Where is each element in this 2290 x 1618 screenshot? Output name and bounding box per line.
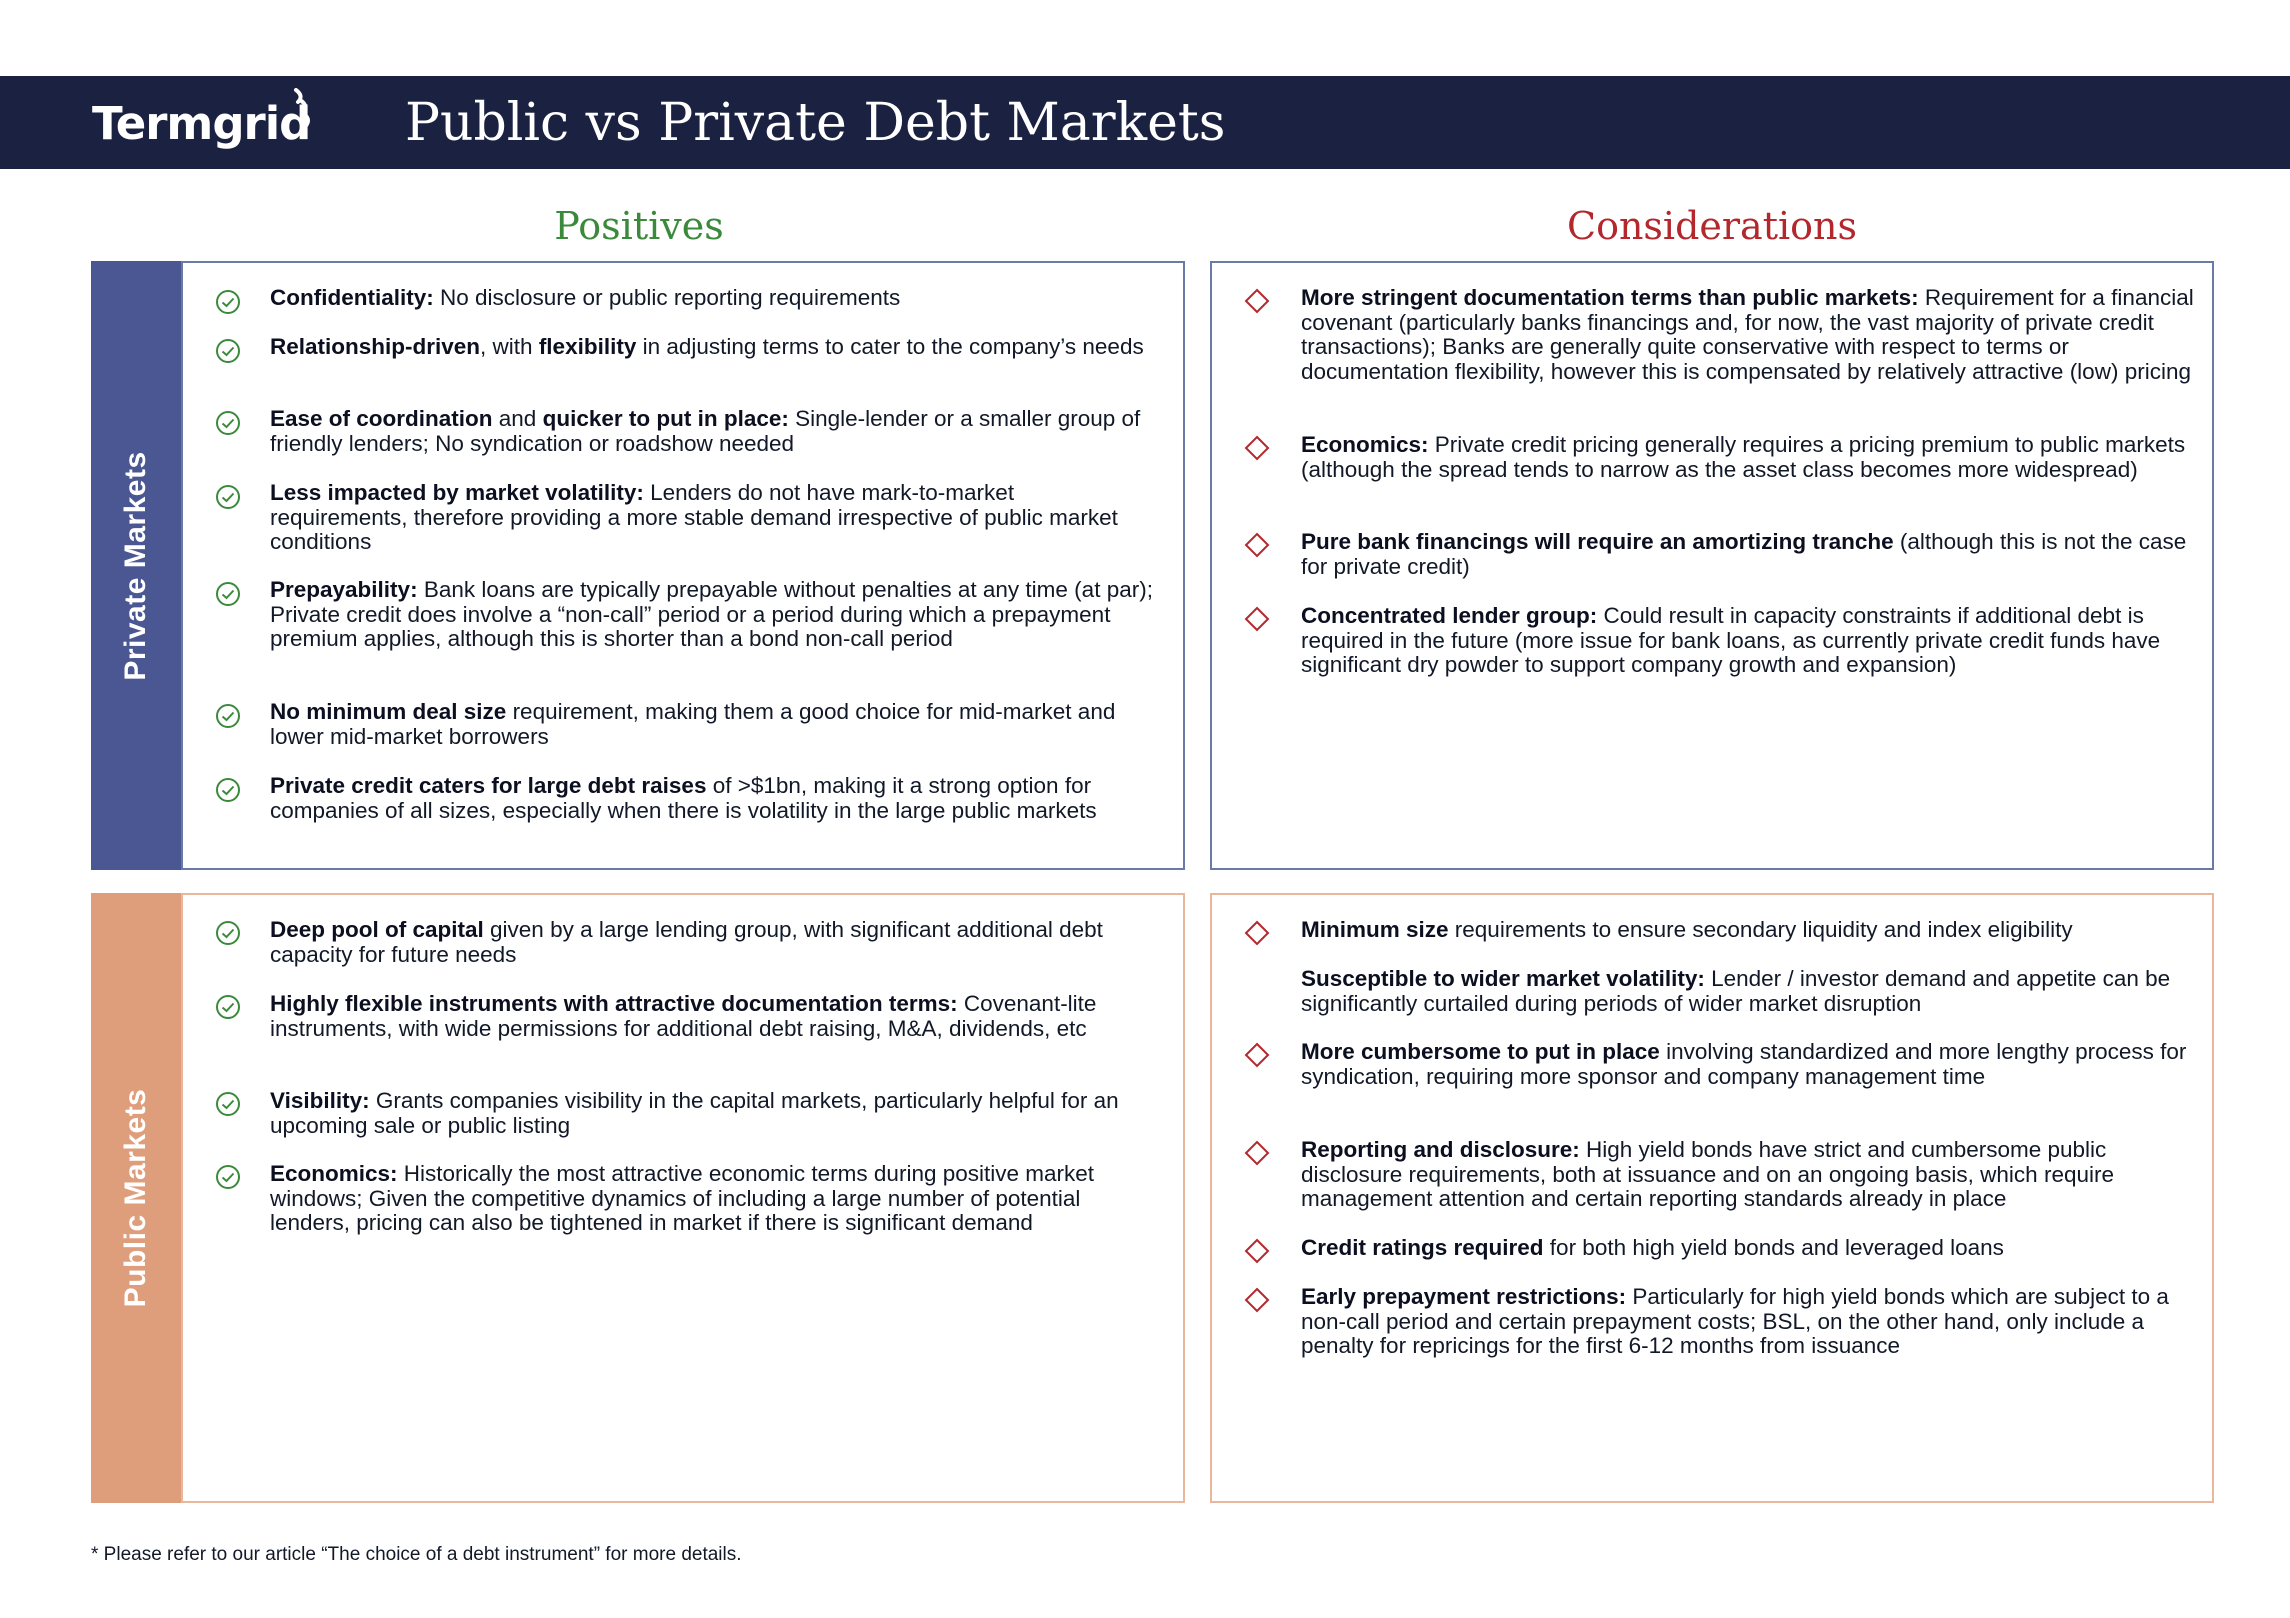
list-item: Private credit caters for large debt raises of >$1bn, making it a strong option for companies of all sizes, especially when there is volatility in the large public markets xyxy=(270,773,1097,823)
check-circle-icon xyxy=(215,920,241,946)
positives-heading: Positives xyxy=(554,204,724,248)
diamond-icon xyxy=(1244,435,1270,461)
private-considerations-panel xyxy=(1210,261,2214,870)
check-circle-icon xyxy=(215,581,241,607)
considerations-heading: Considerations xyxy=(1567,204,1857,248)
list-item: Ease of coordination and quicker to put in place: Single-lender or a smaller group of friendly lenders; No syndication or roadshow needed xyxy=(270,406,1141,456)
diamond-icon xyxy=(1244,920,1270,946)
footnote: * Please refer to our article “The choice of a debt instrument” for more details. xyxy=(91,1544,742,1565)
list-item: Economics: Private credit pricing generally requires a pricing premium to public markets (although the spread tends to narrow as the asset class becomes more widespread) xyxy=(1301,432,2186,482)
list-item: Relationship-driven, with flexibility in adjusting terms to cater to the company’s needs xyxy=(270,334,1144,359)
diamond-icon xyxy=(1244,606,1270,632)
list-item: More cumbersome to put in place involving standardized and more lengthy process for syndication, requiring more sponsor and company management time xyxy=(1301,1039,2187,1089)
private-positives-panel xyxy=(181,261,1185,870)
list-item: Concentrated lender group: Could result in capacity constraints if additional debt is required in the future (more issue for bank loans, as currently private credit funds have significant dry powder to support company growth and expansion) xyxy=(1301,603,2161,677)
check-circle-icon xyxy=(215,410,241,436)
check-circle-icon xyxy=(215,289,241,315)
list-item: More stringent documentation terms than public markets: Requirement for a financial covenant (particularly banks financings and, for now, the vast majority of private credit transactions); Banks are generally quite conservative with respect to terms or documentation flexibility, however this is compensated by relatively attractive (low) pricing xyxy=(1301,285,2194,384)
diamond-icon xyxy=(1244,1238,1270,1264)
page-title: Public vs Private Debt Markets xyxy=(405,93,1226,153)
check-circle-icon xyxy=(215,994,241,1020)
list-item: Credit ratings required for both high yield bonds and leveraged loans xyxy=(1301,1235,2004,1260)
list-item: Pure bank financings will require an amortizing tranche (although this is not the case for private credit) xyxy=(1301,529,2187,579)
list-item: Visibility: Grants companies visibility in the capital markets, particularly helpful for an upcoming sale or public listing xyxy=(270,1088,1119,1138)
list-item: Minimum size requirements to ensure secondary liquidity and index eligibility xyxy=(1301,917,2073,942)
termgrid-logo: Termgrid xyxy=(92,97,311,150)
diamond-icon xyxy=(1244,288,1270,314)
check-circle-icon xyxy=(215,484,241,510)
list-item: Early prepayment restrictions: Particularly for high yield bonds which are subject to a non-call period and certain prepayment costs; BSL, on the other hand, only include a penalty for repricings for the first 6-12 months from issuance xyxy=(1301,1284,2169,1358)
list-item: Deep pool of capital given by a large lending group, with significant additional debt capacity for future needs xyxy=(270,917,1103,967)
list-item: Economics: Historically the most attractive economic terms during positive market windows; Given the competitive dynamics of including a large number of potential lenders, pricing can also be tightened in market if there is significant demand xyxy=(270,1161,1095,1235)
check-circle-icon xyxy=(215,1164,241,1190)
diamond-icon xyxy=(1244,1042,1270,1068)
private-markets-label: Private Markets xyxy=(119,450,152,681)
public-considerations-panel xyxy=(1210,893,2214,1503)
check-circle-icon xyxy=(215,338,241,364)
public-markets-band xyxy=(91,893,181,1503)
check-circle-icon xyxy=(215,703,241,729)
list-item: Susceptible to wider market volatility: Lender / investor demand and appetite can be significantly curtailed during periods of wider market disruption xyxy=(1301,966,2171,1016)
diamond-icon xyxy=(1244,1287,1270,1313)
private-markets-band xyxy=(91,261,181,870)
list-item: Prepayability: Bank loans are typically prepayable without penalties at any time (at par); Private credit does involve a “non-call” period or a period during which a prepayment premium applies, although this is shorter than a bond non-call period xyxy=(270,577,1153,651)
logo-mark-icon xyxy=(290,86,316,130)
check-circle-icon xyxy=(215,777,241,803)
list-item: Less impacted by market volatility: Lenders do not have mark-to-market requirements, therefore providing a more stable demand irrespective of public market conditions xyxy=(270,480,1118,554)
diamond-icon xyxy=(1244,532,1270,558)
list-item: No minimum deal size requirement, making them a good choice for mid-market and lower mid-market borrowers xyxy=(270,699,1116,749)
check-circle-icon xyxy=(215,1091,241,1117)
list-item: Confidentiality: No disclosure or public reporting requirements xyxy=(270,285,901,310)
public-markets-label: Public Markets xyxy=(119,1088,152,1308)
diamond-icon xyxy=(1244,1140,1270,1166)
list-item: Highly flexible instruments with attractive documentation terms: Covenant-lite instruments, with wide permissions for additional debt raising, M&A, dividends, etc xyxy=(270,991,1097,1041)
list-item: Reporting and disclosure: High yield bonds have strict and cumbersome public disclosure requirements, both at issuance and on an ongoing basis, which require management attention and certain reporting standards already in place xyxy=(1301,1137,2114,1211)
public-positives-panel xyxy=(181,893,1185,1503)
